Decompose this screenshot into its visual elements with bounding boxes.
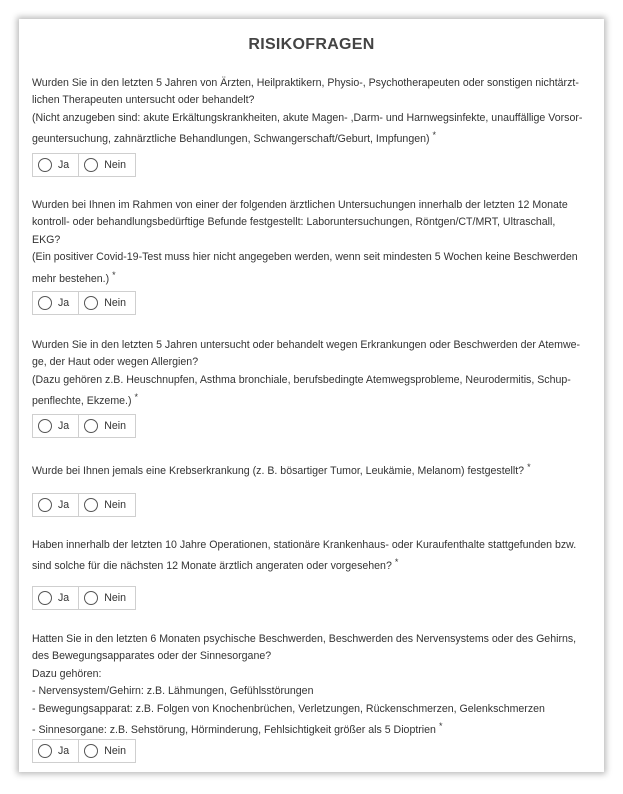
option-label: Nein bbox=[104, 592, 126, 604]
question-line: - Nervensystem/Gehirn: z.B. Lähmungen, Gefühlsstörungen bbox=[32, 685, 314, 698]
question-line: (Ein positiver Covid-19-Test muss hier nicht angegeben werden, wenn seit mindesten 5 Wochen keine Beschwerden bbox=[32, 251, 578, 264]
question-line: Haben innerhalb der letzten 10 Jahre Operationen, stationäre Krankenhaus- oder Kuraufenthalte stattgefunden bzw. bbox=[32, 539, 577, 551]
option-label: Nein bbox=[104, 499, 126, 511]
required-marker: * bbox=[527, 462, 531, 472]
question-line: Hatten Sie in den letzten 6 Monaten psychische Beschwerden, Beschwerden des Nervensystems oder des Gehirns, bbox=[32, 633, 577, 645]
question-2-text bbox=[32, 197, 592, 288]
question-line: geuntersuchung, zahnärztliche Behandlungen, Schwangerschaft/Geburt, Impfungen) * bbox=[32, 130, 437, 146]
question-line: lichen Therapeuten untersucht oder behandelt? bbox=[32, 94, 255, 107]
question-2-answer-group bbox=[32, 291, 136, 315]
required-marker: * bbox=[134, 392, 139, 403]
question-3-answer-group bbox=[32, 414, 136, 438]
question-4-option-ja[interactable] bbox=[33, 494, 78, 516]
question-line: - Sinnesorgane: z.B. Sehstörung, Hörminderung, Fehlsichtigkeit größer als 5 Dioptrien * bbox=[32, 721, 443, 737]
question-line: Wurde bei Ihnen jemals eine Krebserkrankung (z. B. bösartiger Tumor, Leukämie, Melanom) festgestellt? * bbox=[32, 462, 531, 477]
radio-button[interactable] bbox=[38, 744, 52, 758]
radio-button[interactable] bbox=[38, 591, 52, 605]
question-line: Wurden Sie in den letzten 5 Jahren untersucht oder behandelt wegen Erkrankungen oder Beschwerden der Atemwe- bbox=[32, 339, 581, 351]
radio-button[interactable] bbox=[38, 296, 52, 310]
question-line: Wurden bei Ihnen im Rahmen von einer der folgenden ärztlichen Untersuchungen innerhalb der letzten 12 Monate bbox=[32, 199, 568, 211]
question-line: (Dazu gehören z.B. Heuschnupfen, Asthma bronchiale, berufsbedingte Atemwegsprobleme, Neurodermitis, Schup- bbox=[32, 373, 571, 386]
question-3-option-ja[interactable] bbox=[33, 415, 78, 437]
radio-button[interactable] bbox=[84, 296, 98, 310]
option-label: Nein bbox=[104, 159, 126, 171]
question-line: penflechte, Ekzeme.) * bbox=[32, 392, 139, 408]
required-marker: * bbox=[438, 721, 443, 732]
question-line: kontroll- oder behandlungsbedürftige Befunde festgestellt: Laboruntersuchungen, Röntgen/CT/MRT, Ultraschall, bbox=[32, 216, 556, 229]
radio-button[interactable] bbox=[84, 498, 98, 512]
radio-button[interactable] bbox=[84, 744, 98, 758]
question-4-answer-group bbox=[32, 493, 136, 517]
question-5-answer-group bbox=[32, 586, 136, 610]
question-line: - Bewegungsapparat: z.B. Folgen von Knochenbrüchen, Verletzungen, Rückenschmerzen, Gelenkschmerzen bbox=[32, 702, 545, 715]
question-4-text bbox=[32, 459, 592, 480]
question-line: Dazu gehören: bbox=[32, 667, 102, 680]
question-5-text bbox=[32, 537, 592, 576]
question-line: Wurden Sie in den letzten 5 Jahren von Ärzten, Heilpraktikern, Physio-, Psychotherapeuten oder sonstigen nichtärzt- bbox=[32, 77, 579, 89]
option-label: Ja bbox=[58, 592, 70, 604]
questionnaire-panel bbox=[19, 19, 604, 772]
question-line: des Bewegungsapparates oder der Sinnesorgane? bbox=[32, 650, 272, 663]
question-2-option-ja[interactable] bbox=[33, 292, 78, 314]
question-1-answer-group bbox=[32, 153, 136, 177]
radio-button[interactable] bbox=[84, 419, 98, 433]
option-label: Ja bbox=[58, 499, 70, 511]
option-label: Nein bbox=[104, 297, 126, 309]
required-marker: * bbox=[432, 130, 437, 141]
radio-button[interactable] bbox=[38, 158, 52, 172]
question-6-text bbox=[32, 631, 592, 739]
question-1-option-nein[interactable] bbox=[78, 154, 135, 176]
page-title: RISIKOFRAGEN bbox=[248, 36, 375, 53]
question-6-answer-group bbox=[32, 739, 136, 763]
option-label: Nein bbox=[104, 420, 126, 432]
question-line: EKG? bbox=[32, 233, 61, 246]
question-1-option-ja[interactable] bbox=[33, 154, 78, 176]
question-line: sind solche für die nächsten 12 Monate ärztlich angeraten oder vorgesehen? * bbox=[32, 557, 399, 573]
radio-button[interactable] bbox=[38, 498, 52, 512]
option-label: Ja bbox=[58, 297, 70, 309]
option-label: Nein bbox=[104, 745, 126, 757]
option-label: Ja bbox=[58, 420, 70, 432]
required-marker: * bbox=[394, 557, 399, 568]
question-3-text bbox=[32, 337, 592, 411]
question-line: mehr bestehen.) * bbox=[32, 269, 116, 285]
question-6-option-ja[interactable] bbox=[33, 740, 78, 762]
required-marker: * bbox=[112, 269, 116, 280]
question-5-option-nein[interactable] bbox=[78, 587, 135, 609]
question-6-option-nein[interactable] bbox=[78, 740, 135, 762]
question-line: ge, der Haut oder wegen Allergien? bbox=[32, 356, 199, 369]
question-2-option-nein[interactable] bbox=[78, 292, 135, 314]
question-4-option-nein[interactable] bbox=[78, 494, 135, 516]
radio-button[interactable] bbox=[84, 158, 98, 172]
option-label: Ja bbox=[58, 745, 70, 757]
question-5-option-ja[interactable] bbox=[33, 587, 78, 609]
question-3-option-nein[interactable] bbox=[78, 415, 135, 437]
option-label: Ja bbox=[58, 159, 70, 171]
question-1-text bbox=[32, 75, 592, 149]
radio-button[interactable] bbox=[84, 591, 98, 605]
question-line: (Nicht anzugeben sind: akute Erkältungskrankheiten, akute Magen- ,Darm- und Harnwegsinfekte, unauffällige Vorsor- bbox=[32, 111, 583, 124]
radio-button[interactable] bbox=[38, 419, 52, 433]
